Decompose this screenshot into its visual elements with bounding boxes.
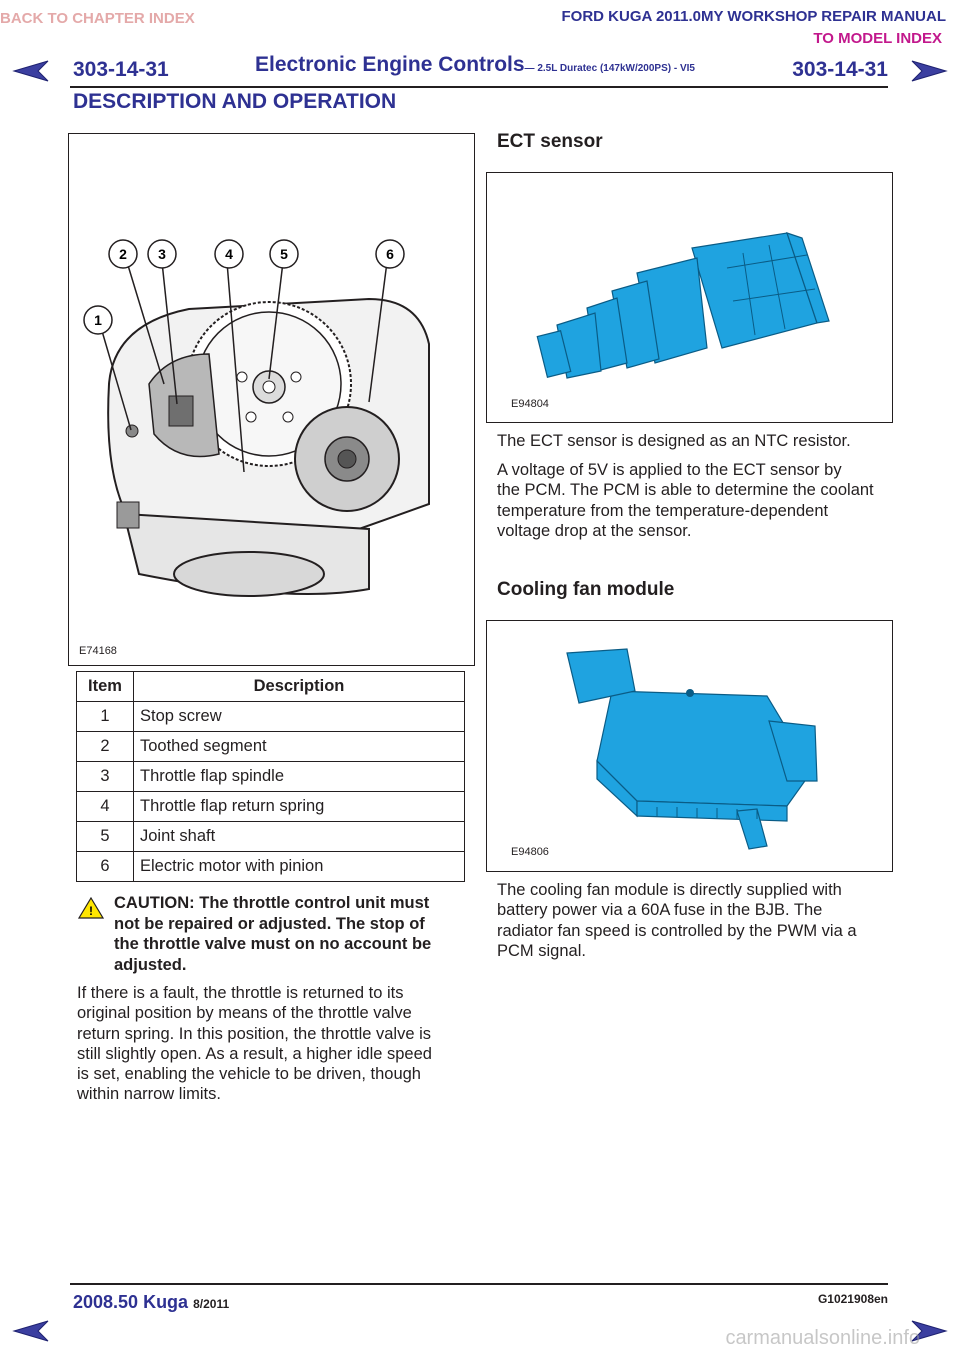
svg-text:6: 6 (386, 246, 394, 262)
table-row (77, 822, 465, 852)
table-row (77, 732, 465, 762)
table-cell-item: 6 (77, 852, 134, 882)
callout-3 (148, 240, 176, 268)
svg-text:4: 4 (225, 246, 233, 262)
cooling-fan-illustration (487, 621, 892, 871)
table-cell-description: Electric motor with pinion (134, 852, 465, 882)
paragraph-line: If there is a fault, the throttle is returned to its (77, 984, 404, 1002)
caution-line: not be repaired or adjusted. The stop of (114, 914, 425, 933)
caution-note (114, 893, 464, 975)
paragraph-line: PCM signal. (497, 941, 586, 960)
ect-paragraph-1: The ECT sensor is designed as an NTC resistor. (497, 432, 851, 450)
table-row (77, 852, 465, 882)
fault-paragraph (77, 983, 472, 1105)
table-cell-item: 2 (77, 732, 134, 762)
table-cell-item: 3 (77, 762, 134, 792)
callout-2 (109, 240, 137, 268)
paragraph-line: voltage drop at the sensor. (497, 521, 692, 540)
throttle-figure-label: E74168 (79, 645, 117, 657)
throttle-unit-figure (68, 133, 475, 666)
to-model-index-link[interactable]: TO MODEL INDEX (813, 30, 942, 47)
svg-text:1: 1 (94, 312, 102, 328)
section-title (255, 53, 695, 77)
watermark: carmanualsonline.info (725, 1327, 920, 1349)
footer-code: G1021908en (817, 1292, 888, 1306)
table-cell-description: Joint shaft (134, 822, 465, 852)
table-cell-item: 1 (77, 702, 134, 732)
caution-line: the throttle valve must on no account be (114, 935, 432, 953)
footer-rule (70, 1283, 888, 1285)
paragraph-line: return spring. In this position, the throttle valve is (77, 1024, 432, 1043)
page-number-right: 303-14-31 (792, 58, 888, 81)
paragraph-line: The cooling fan module is directly supplied with (497, 881, 842, 899)
warning-triangle-icon (78, 897, 104, 919)
footer-model-name: 2008.50 Kuga (73, 1292, 189, 1312)
paragraph-line: original position by means of the throttle valve (77, 1004, 412, 1023)
paragraph-line: temperature from the temperature-dependent (497, 501, 829, 520)
svg-text:3: 3 (158, 246, 166, 262)
table-header-row (77, 672, 465, 702)
svg-text:5: 5 (280, 246, 288, 262)
arrow-left-icon[interactable] (12, 1318, 50, 1344)
table-row (77, 702, 465, 732)
ect-sensor-illustration (487, 173, 892, 422)
fan-figure-label: E94806 (511, 846, 549, 858)
ect-sensor-heading: ECT sensor (497, 131, 603, 152)
table-header-description: Description (134, 672, 465, 702)
throttle-unit-illustration (69, 134, 474, 665)
table-cell-item: 4 (77, 792, 134, 822)
callout-1 (84, 306, 112, 334)
table-header-item: Item (77, 672, 134, 702)
back-to-chapter-index-link[interactable]: BACK TO CHAPTER INDEX (0, 10, 195, 27)
svg-text:2: 2 (119, 246, 127, 262)
header-rule (70, 86, 888, 88)
footer-date: 8/2011 (193, 1297, 230, 1311)
section-title-main: Electronic Engine Controls (255, 53, 525, 76)
table-cell-description: Throttle flap return spring (134, 792, 465, 822)
table-row (77, 792, 465, 822)
paragraph-line: battery power via a 60A fuse in the BJB. The (497, 901, 823, 920)
caution-line: CAUTION: The throttle control unit must (114, 894, 430, 912)
manual-title-link[interactable]: FORD KUGA 2011.0MY WORKSHOP REPAIR MANUAL (561, 8, 946, 25)
footer-model (73, 1292, 229, 1313)
callout-5 (270, 240, 298, 268)
cooling-fan-figure (486, 620, 893, 872)
arrow-right-icon[interactable] (910, 58, 948, 84)
paragraph-line: A voltage of 5V is applied to the ECT sensor by (497, 461, 842, 479)
section-title-suffix: — 2.5L Duratec (147kW/200PS) - VI5 (524, 63, 695, 74)
callout-4 (215, 240, 243, 268)
paragraph-line: still slightly open. As a result, a higher idle speed (77, 1044, 432, 1063)
paragraph-line: radiator fan speed is controlled by the PWM via a (497, 921, 857, 940)
svg-text:!: ! (89, 904, 93, 918)
paragraph-line: is set, enabling the vehicle to be driven, though (77, 1065, 421, 1084)
table-row (77, 762, 465, 792)
table-cell-description: Throttle flap spindle (134, 762, 465, 792)
ect-paragraph-2 (497, 460, 892, 541)
fan-paragraph (497, 880, 892, 961)
item-description-table (76, 671, 465, 882)
table-cell-description: Toothed segment (134, 732, 465, 762)
paragraph-line: within narrow limits. (77, 1085, 221, 1104)
page-subheading: DESCRIPTION AND OPERATION (73, 90, 397, 113)
caution-line: adjusted. (114, 955, 187, 974)
paragraph-line: the PCM. The PCM is able to determine the coolant (497, 481, 874, 500)
ect-figure-label: E94804 (511, 398, 549, 410)
table-cell-item: 5 (77, 822, 134, 852)
callout-6 (376, 240, 404, 268)
cooling-fan-heading: Cooling fan module (497, 579, 675, 600)
page-number-left: 303-14-31 (73, 58, 169, 81)
table-cell-description: Stop screw (134, 702, 465, 732)
ect-sensor-figure (486, 172, 893, 423)
arrow-left-icon[interactable] (12, 58, 50, 84)
